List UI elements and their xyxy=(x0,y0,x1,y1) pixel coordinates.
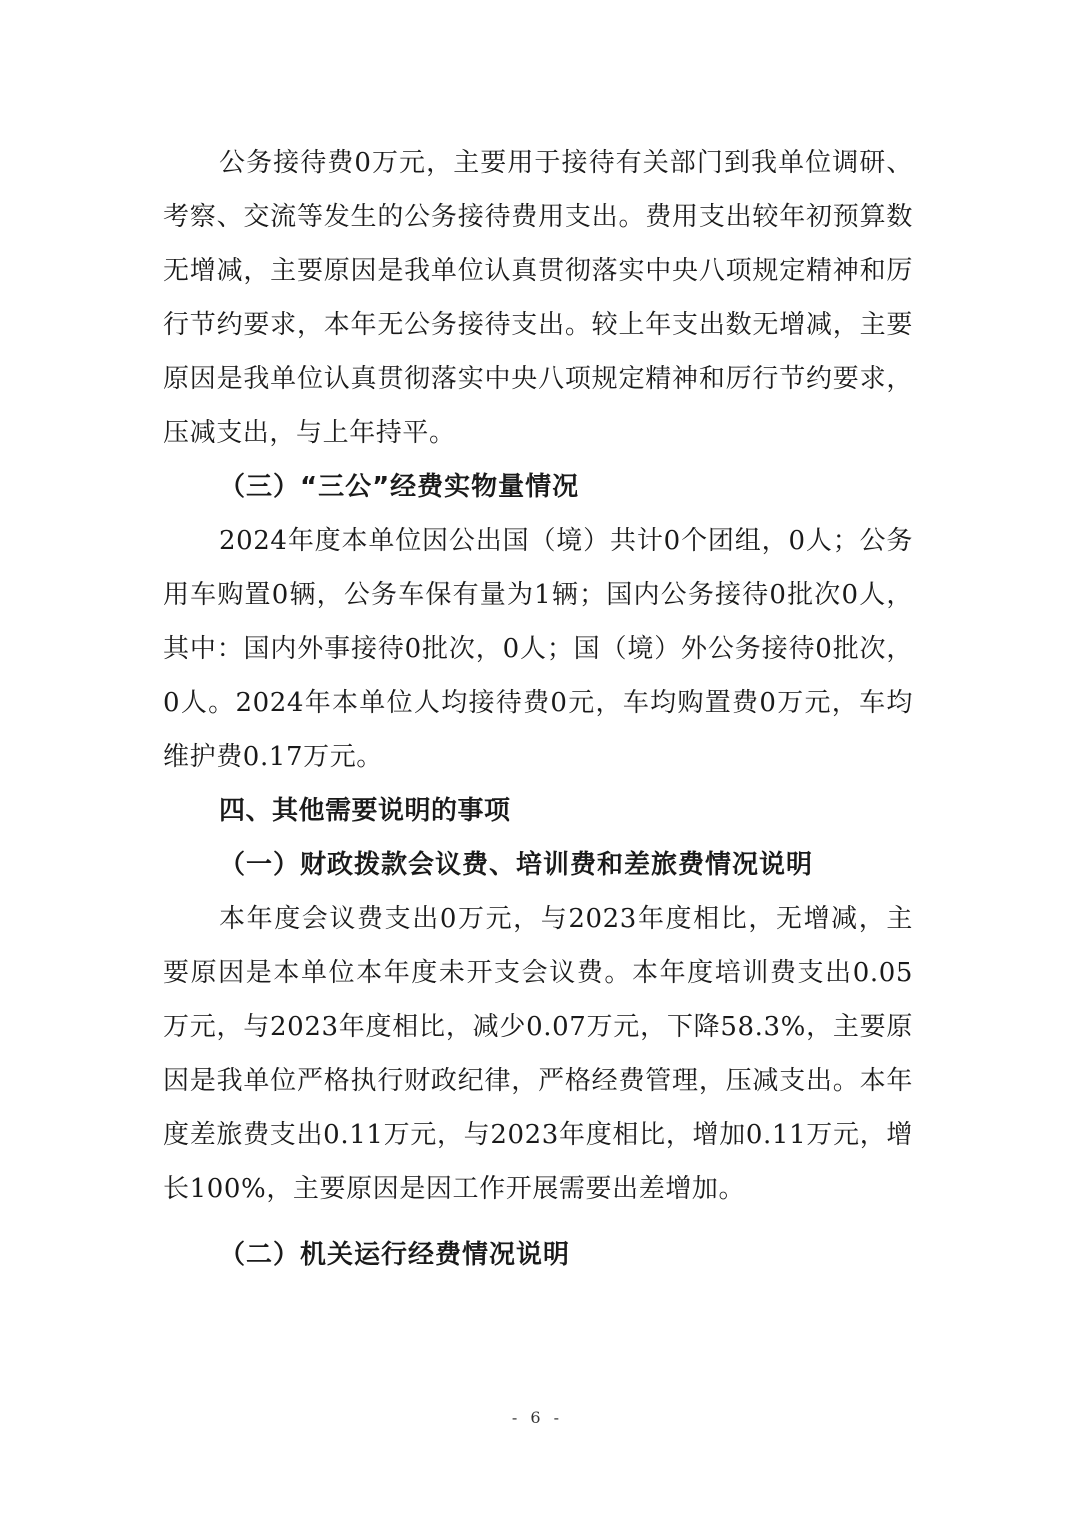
paragraph-physical-quantities: 2024年度本单位因公出国（境）共计0个团组，0人；公务用车购置0辆，公务车保有量为1辆；国内公务接待0批次0人，其中：国内外事接待0批次，0人；国（境）外公务接待0批次，0人。2024年本单位人均接待费0元，车均购置费0万元，车均维护费0.17万元。 xyxy=(163,526,913,772)
page-number: - 6 - xyxy=(511,1408,564,1427)
heading-meeting-training-travel: （一）财政拨款会议费、培训费和差旅费情况说明 xyxy=(219,850,814,880)
document-body xyxy=(163,136,913,1282)
spacer xyxy=(163,1216,913,1228)
heading-other-matters: 四、其他需要说明的事项 xyxy=(219,796,511,826)
paragraph-reception-expenses: 公务接待费0万元，主要用于接待有关部门到我单位调研、考察、交流等发生的公务接待费用支出。费用支出较年初预算数无增减，主要原因是我单位认真贯彻落实中央八项规定精神和厉行节约要求，本年无公务接待支出。较上年支出数无增减，主要原因是我单位认真贯彻落实中央八项规定精神和厉行节约要求，压减支出，与上年持平。 xyxy=(163,148,913,448)
heading-operating-expenses: （二）机关运行经费情况说明 xyxy=(219,1240,571,1270)
paragraph-meeting-training-travel: 本年度会议费支出0万元，与2023年度相比，无增减，主要原因是本单位本年度未开支会议费。本年度培训费支出0.05万元，与2023年度相比，减少0.07万元，下降58.3%，主要原因是我单位严格执行财政纪律，严格经费管理，压减支出。本年度差旅费支出0.11万元，与2023年度相比，增加0.11万元，增长100%，主要原因是因工作开展需要出差增加。 xyxy=(163,904,913,1204)
heading-three-public-physical: （三）“三公”经费实物量情况 xyxy=(219,472,580,502)
